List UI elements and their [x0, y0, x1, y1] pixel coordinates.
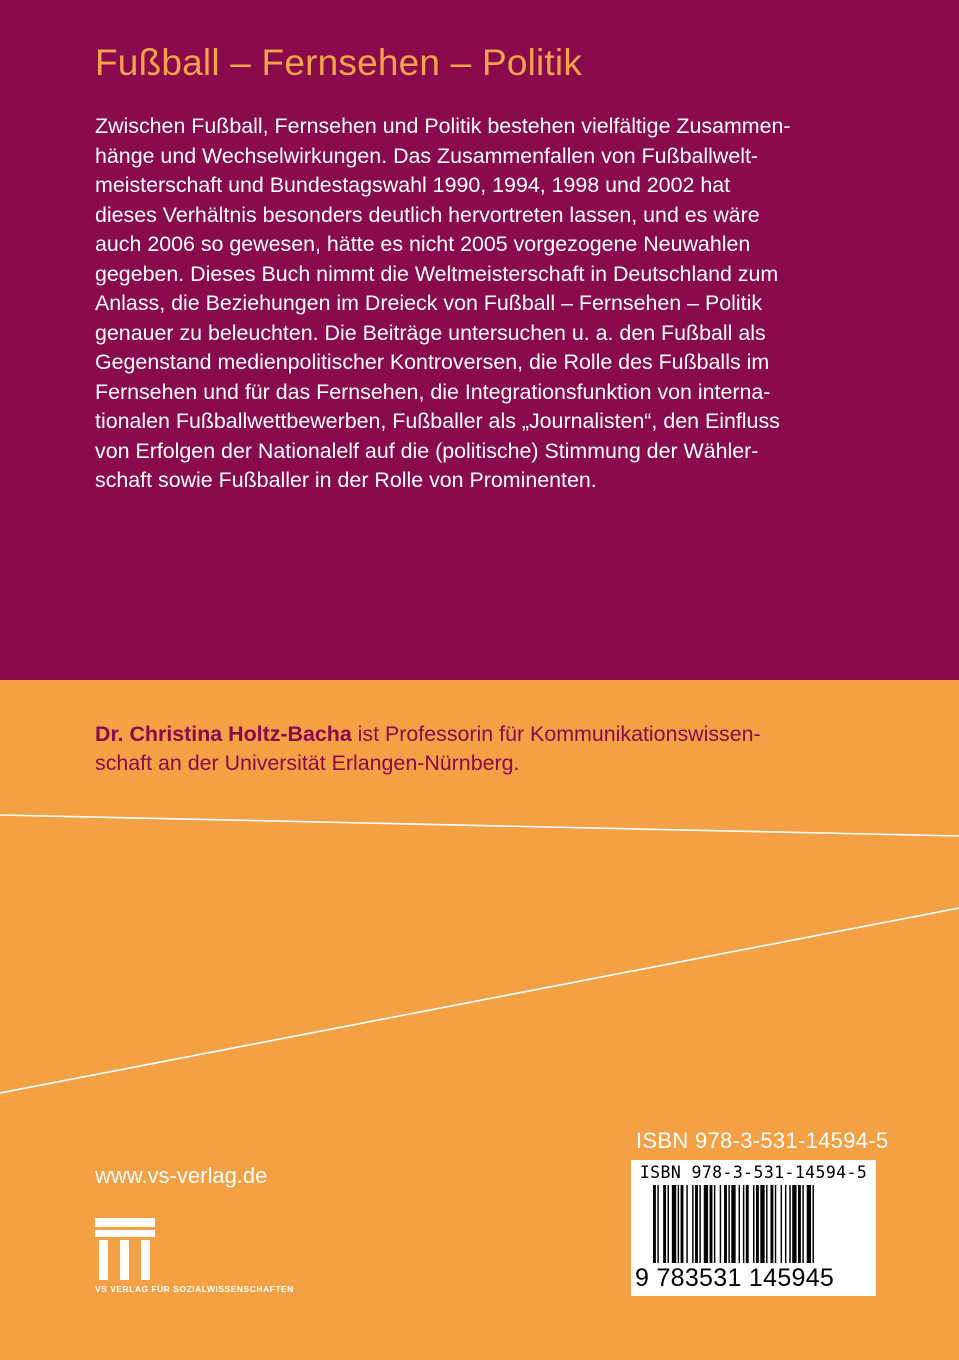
barcode-bar [704, 1185, 708, 1263]
barcode-bar [699, 1185, 700, 1263]
barcode-bar [663, 1185, 666, 1263]
barcode-icon [637, 1185, 870, 1267]
blurb-line: schaft sowie Fußballer in der Rolle von Prominenten. [95, 468, 597, 492]
blurb-line: von Erfolgen der Nationalelf auf die (politische) Stimmung der Wähler- [95, 438, 759, 463]
barcode-bar [686, 1185, 687, 1263]
barcode-isbn-text: ISBN 978-3-531-14594-5 [639, 1163, 868, 1182]
barcode-bar [653, 1185, 656, 1263]
barcode-bar [695, 1185, 698, 1263]
publisher-website[interactable]: www.vs-verlag.de [95, 1163, 268, 1188]
blurb-line: dieses Verhältnis besonders deutlich hervortreten lassen, und es wäre [95, 202, 760, 227]
author-bio-line-2: schaft an der Universität Erlangen-Nürnberg. [95, 751, 520, 775]
author-bio-text: ist Professorin für Kommunikationswissen- [351, 722, 761, 746]
publisher-logo-text: VS VERLAG FÜR SOZIALWISSENSCHAFTEN [95, 1284, 294, 1294]
barcode-bar [739, 1185, 740, 1263]
barcode-bar [710, 1185, 713, 1263]
barcode-bar [681, 1185, 684, 1263]
blurb-line: gegeben. Dieses Buch nimmt die Weltmeisterschaft in Deutschland zum [95, 261, 779, 286]
barcode-bar [657, 1185, 658, 1263]
isbn-label: ISBN 978-3-531-14594-5 [636, 1128, 889, 1153]
blurb-line: Fernsehen und für das Fernsehen, die Integrationsfunktion von interna- [95, 379, 771, 404]
author-bio-line-1 [95, 720, 885, 749]
barcode-bar [678, 1185, 679, 1263]
author-bio [95, 720, 885, 778]
blurb-line: Zwischen Fußball, Fernsehen und Politik bestehen vielfältige Zusammen- [95, 114, 791, 138]
barcode-bar [714, 1185, 715, 1263]
barcode-bar [720, 1185, 721, 1263]
barcode-bar [792, 1185, 796, 1263]
barcode-bar [746, 1185, 749, 1263]
barcode-bar [668, 1185, 669, 1263]
publisher-logo-icon [95, 1218, 155, 1280]
barcode-bar [798, 1185, 801, 1263]
blurb-line: tionalen Fußballwettbewerben, Fußballer als „Journalisten“, den Einfluss [95, 409, 780, 433]
book-blurb [95, 112, 885, 496]
author-name: Dr. Christina Holtz-Bacha [95, 722, 352, 746]
blurb-line: Anlass, die Beziehungen im Dreieck von Fußball – Fernsehen – Politik [95, 291, 763, 315]
blurb-line: hänge und Wechselwirkungen. Das Zusammenfallen von Fußballwelt- [95, 143, 759, 168]
barcode-bar [785, 1185, 786, 1263]
barcode-bar [807, 1185, 811, 1263]
barcode-bar [781, 1185, 782, 1263]
barcode-bar [724, 1185, 727, 1263]
barcode-bar [753, 1185, 754, 1263]
barcode-bar [789, 1185, 790, 1263]
barcode-bar [743, 1185, 744, 1263]
barcode-bar [731, 1185, 735, 1263]
blurb-line: meisterschaft und Bundestagswahl 1990, 1994, 1998 und 2002 hat [95, 173, 731, 197]
barcode-bar [766, 1185, 767, 1263]
barcode-bar [770, 1185, 773, 1263]
barcode-bar [802, 1185, 803, 1263]
barcode-bar [672, 1185, 676, 1263]
barcode [631, 1160, 876, 1296]
blurb-line: Gegenstand medienpolitischer Kontroversen, die Rolle des Fußballs im [95, 350, 770, 374]
book-title: Fußball – Fernsehen – Politik [95, 42, 583, 83]
blurb-line: auch 2006 so gewesen, hätte es nicht 2005 vorgezogene Neuwahlen [95, 232, 751, 256]
barcode-bar [728, 1185, 729, 1263]
barcode-bar [692, 1185, 693, 1263]
barcode-digits: 9 783531 145945 [635, 1264, 835, 1292]
barcode-bar [756, 1185, 759, 1263]
barcode-bar [813, 1185, 814, 1263]
barcode-bar [775, 1185, 776, 1263]
barcode-bar [760, 1185, 764, 1263]
blurb-line: genauer zu beleuchten. Die Beiträge untersuchen u. a. den Fußball als [95, 320, 766, 345]
